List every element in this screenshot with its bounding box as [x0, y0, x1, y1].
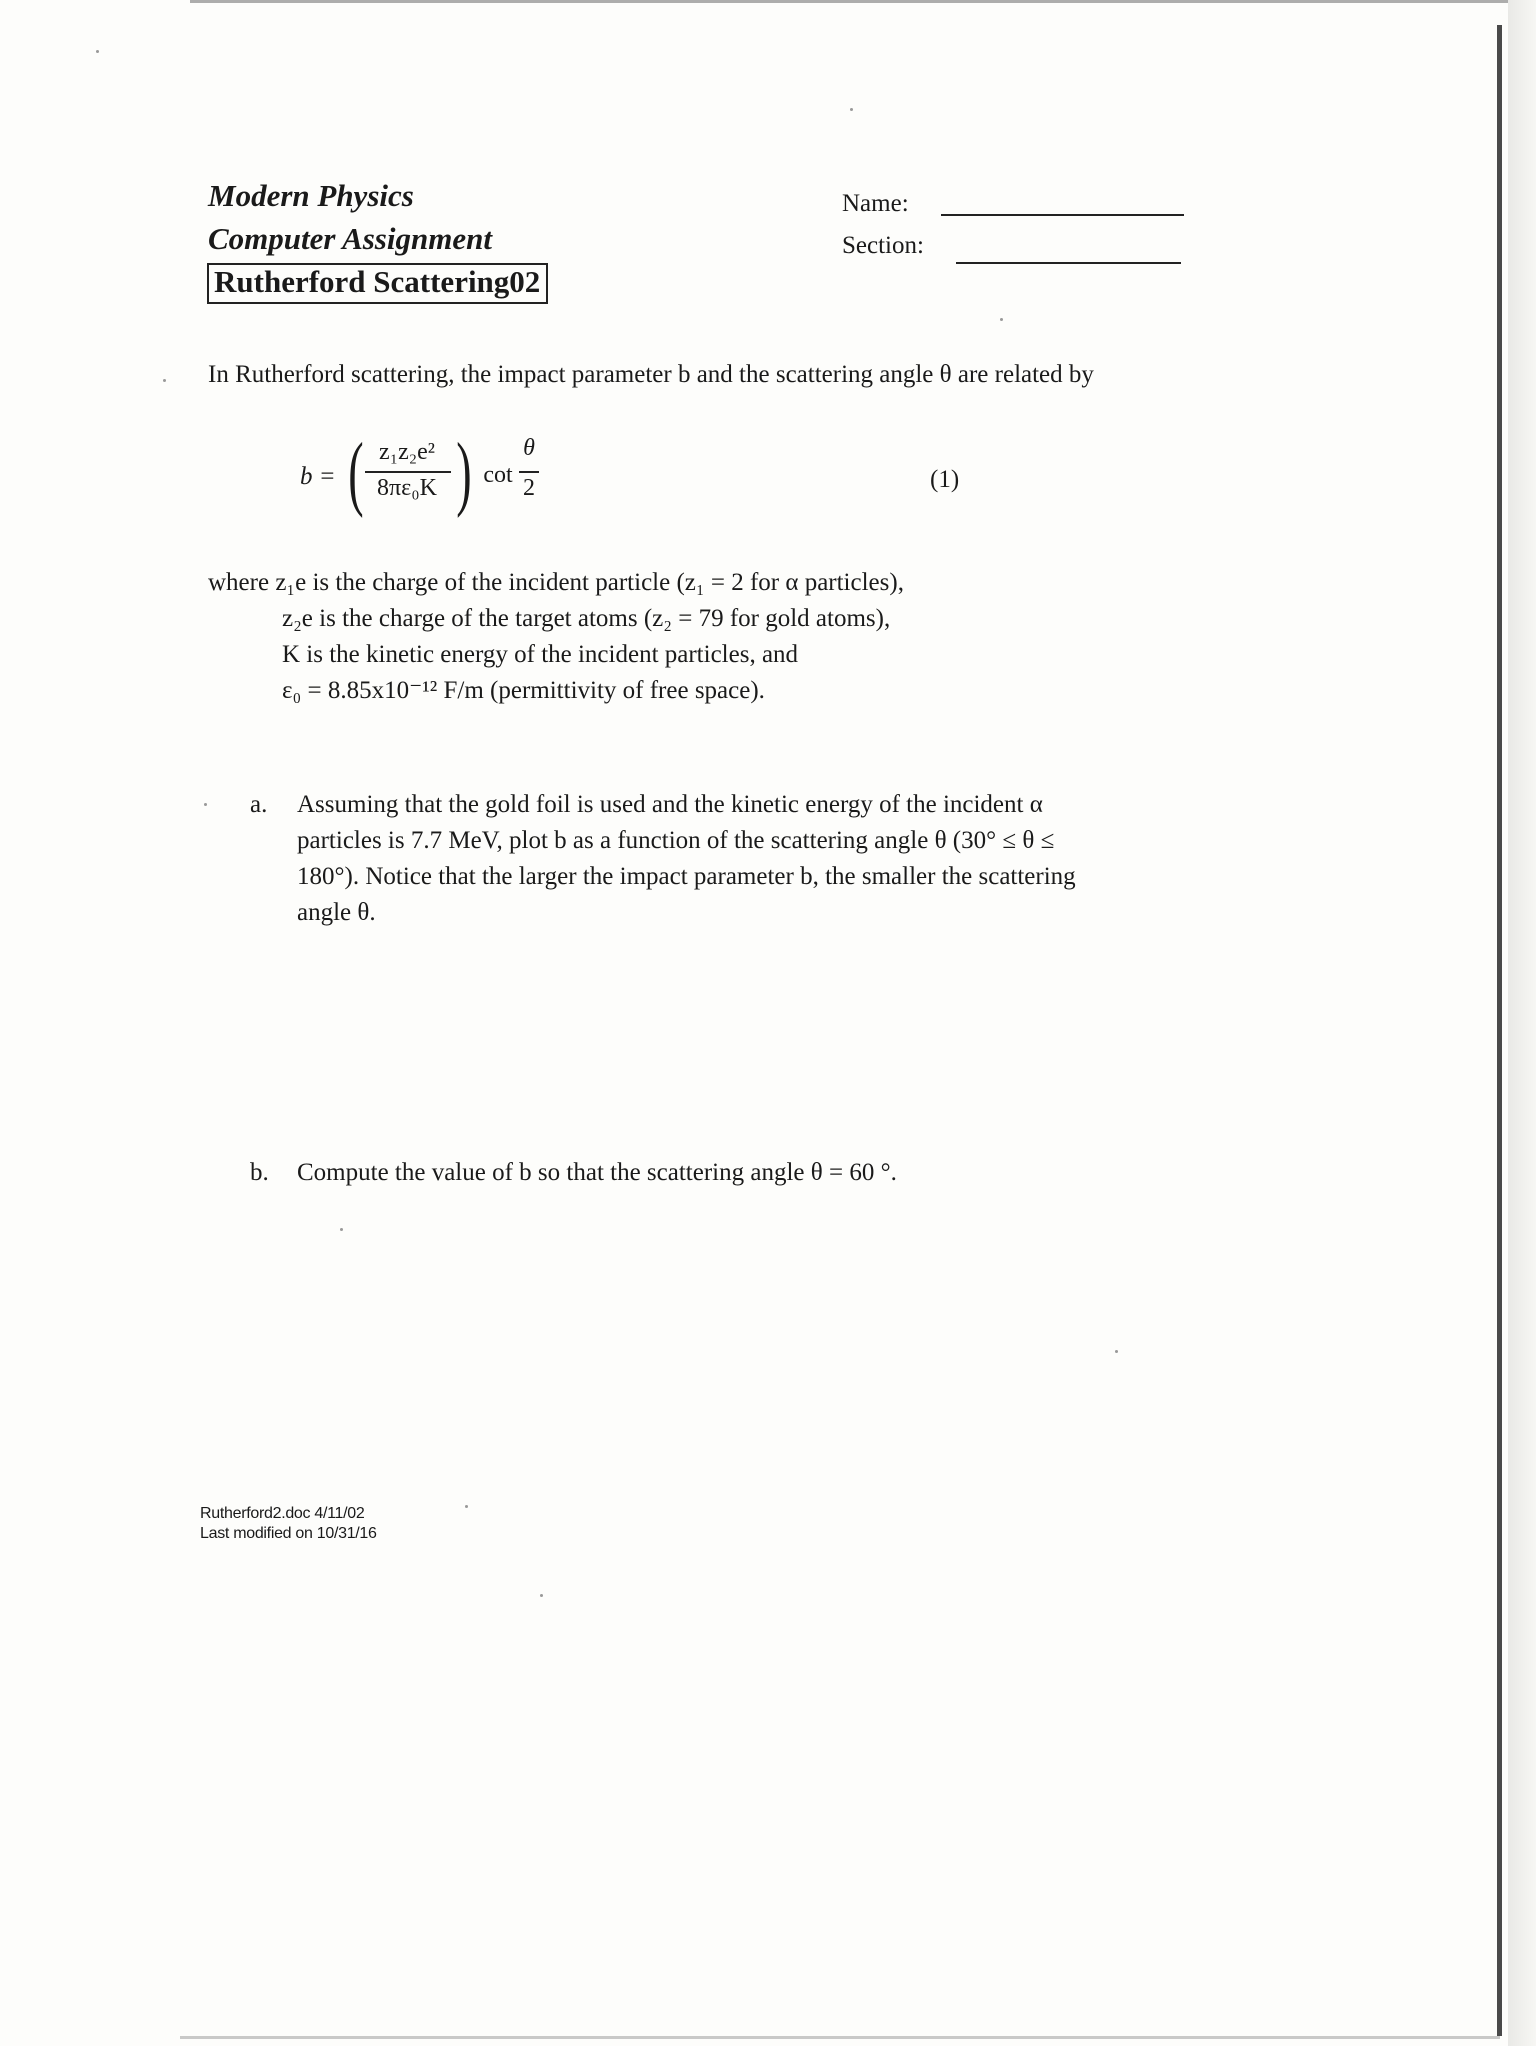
fraction-bar [365, 471, 451, 473]
left-paren: ( [348, 426, 364, 519]
definition-line: where z₁e is the charge of the incident particle (z₁ = 2 for α particles), [208, 569, 904, 596]
definition-line: ε₀ = 8.85x10⁻¹² F/m (permittivity of free space). [282, 677, 765, 704]
part-a-line: angle θ. [297, 899, 376, 926]
definition-line: z₂e is the charge of the target atoms (z₂ = 79 for gold atoms), [282, 605, 891, 632]
section-label: Section: [842, 232, 924, 259]
scan-speck [1000, 318, 1003, 321]
scan-margin-right [1508, 0, 1536, 2046]
equation-denominator: 8πε₀K [377, 475, 437, 501]
definition-line: K is the kinetic energy of the incident particles, and [282, 641, 799, 668]
footer-modified: Last modified on 10/31/16 [200, 1525, 377, 1542]
part-a-line: Assuming that the gold foil is used and the kinetic energy of the incident α [297, 791, 1043, 818]
part-a-marker: a. [250, 791, 268, 818]
angle-fraction-bar [519, 471, 539, 473]
angle-numerator: θ [523, 435, 535, 461]
section-field-line[interactable] [956, 262, 1181, 264]
scan-speck [1115, 1350, 1118, 1353]
course-name: Modern Physics [208, 178, 414, 213]
scan-edge-top [190, 0, 1536, 3]
equation-numerator: z₁z₂e² [379, 439, 435, 465]
scan-speck [204, 803, 207, 806]
scan-edge-bottom [180, 2036, 1500, 2039]
name-field-line[interactable] [941, 214, 1184, 216]
scan-speck [96, 50, 99, 53]
assignment-type: Computer Assignment [208, 221, 492, 256]
scan-speck [465, 1505, 468, 1508]
part-a-line: particles is 7.7 MeV, plot b as a function of the scattering angle θ (30° ≤ θ ≤ [297, 827, 1055, 854]
equation-lhs: b = [300, 463, 336, 490]
scan-speck [163, 379, 166, 382]
angle-denominator: 2 [523, 475, 535, 501]
part-b-text: Compute the value of b so that the scattering angle θ = 60 °. [297, 1159, 897, 1186]
footer-file-info: Rutherford2.doc 4/11/02 [200, 1505, 365, 1522]
part-b-marker: b. [250, 1159, 269, 1186]
equation-number: (1) [930, 466, 960, 493]
part-a-line: 180°). Notice that the larger the impact parameter b, the smaller the scattering [297, 863, 1076, 890]
scan-speck [340, 1228, 343, 1231]
scan-edge-right [1497, 25, 1502, 2036]
scan-speck [540, 1594, 543, 1597]
equation [300, 425, 560, 525]
intro-text: In Rutherford scattering, the impact parameter b and the scattering angle θ are related by [208, 361, 1094, 388]
equation-function: cot [483, 462, 513, 488]
scan-speck [850, 108, 853, 111]
right-paren: ) [456, 426, 472, 519]
name-label: Name: [842, 190, 909, 217]
assignment-title: Rutherford Scattering02 [207, 263, 548, 304]
